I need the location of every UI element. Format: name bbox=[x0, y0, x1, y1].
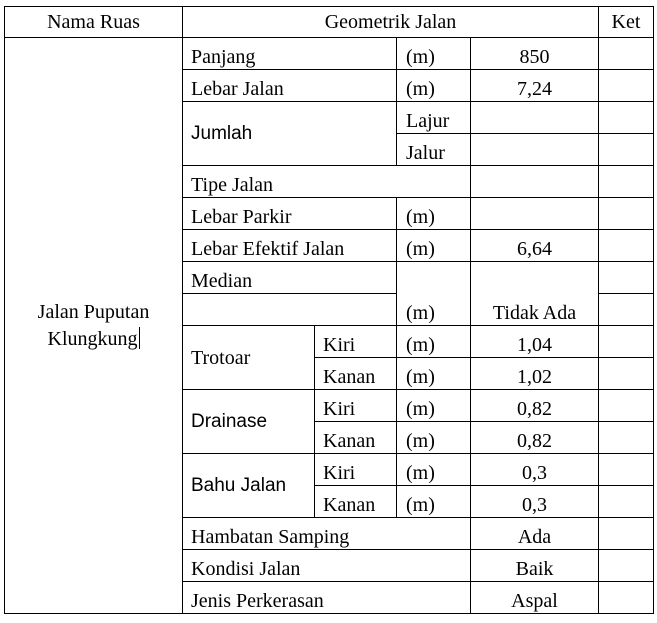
ket-trotoar-kiri bbox=[599, 326, 654, 358]
label-lajur: Lajur bbox=[397, 102, 471, 134]
value-lebar-efektif: 6,64 bbox=[471, 230, 599, 262]
ket-hambatan-samping bbox=[599, 518, 654, 550]
value-lebar-jalan: 7,24 bbox=[471, 70, 599, 102]
text-cursor bbox=[139, 327, 140, 349]
ket-lajur bbox=[599, 102, 654, 134]
nama-ruas-line1: Jalan Puputan bbox=[37, 300, 150, 323]
unit-bahu-jalan-kanan: (m) bbox=[397, 486, 471, 518]
label-tipe-jalan: Tipe Jalan bbox=[183, 166, 471, 198]
unit-bahu-jalan-kiri: (m) bbox=[397, 454, 471, 486]
label-median: Median bbox=[183, 262, 397, 294]
unit-panjang: (m) bbox=[397, 38, 471, 70]
label-trotoar: Trotoar bbox=[183, 326, 315, 390]
label-drainase: Drainase bbox=[183, 390, 315, 454]
value-drainase-kiri: 0,82 bbox=[471, 390, 599, 422]
label-bahu-jalan-kanan: Kanan bbox=[315, 486, 397, 518]
ket-lebar-jalan bbox=[599, 70, 654, 102]
label-jenis-perkerasan: Jenis Perkerasan bbox=[183, 582, 471, 614]
value-trotoar-kanan: 1,02 bbox=[471, 358, 599, 390]
ket-bahu-jalan-kiri bbox=[599, 454, 654, 486]
value-lebar-parkir bbox=[471, 198, 599, 230]
label-bahu-jalan: Bahu Jalan bbox=[183, 454, 315, 518]
label-kondisi-jalan: Kondisi Jalan bbox=[183, 550, 471, 582]
header-row bbox=[5, 7, 654, 38]
value-bahu-jalan-kanan: 0,3 bbox=[471, 486, 599, 518]
value-bahu-jalan-kiri: 0,3 bbox=[471, 454, 599, 486]
ket-trotoar-kanan bbox=[599, 358, 654, 390]
value-jenis-perkerasan: Aspal bbox=[471, 582, 599, 614]
ket-lebar-parkir bbox=[599, 198, 654, 230]
label-lebar-efektif: Lebar Efektif Jalan bbox=[183, 230, 397, 262]
label-drainase-kiri: Kiri bbox=[315, 390, 397, 422]
ket-kondisi-jalan bbox=[599, 550, 654, 582]
label-drainase-kanan: Kanan bbox=[315, 422, 397, 454]
unit-drainase-kanan: (m) bbox=[397, 422, 471, 454]
ket-bahu-jalan-kanan bbox=[599, 486, 654, 518]
nama-ruas-cell bbox=[5, 38, 183, 614]
unit-lebar-efektif: (m) bbox=[397, 230, 471, 262]
ket-drainase-kanan bbox=[599, 422, 654, 454]
row-panjang bbox=[5, 38, 654, 70]
value-panjang: 850 bbox=[471, 38, 599, 70]
label-panjang: Panjang bbox=[183, 38, 397, 70]
label-jumlah: Jumlah bbox=[183, 102, 397, 166]
ket-drainase-kiri bbox=[599, 390, 654, 422]
header-geometrik-jalan: Geometrik Jalan bbox=[183, 7, 599, 38]
value-jalur bbox=[471, 134, 599, 166]
value-median: Tidak Ada bbox=[471, 262, 599, 326]
ket-jenis-perkerasan bbox=[599, 582, 654, 614]
unit-trotoar-kiri: (m) bbox=[397, 326, 471, 358]
unit-lebar-parkir: (m) bbox=[397, 198, 471, 230]
value-drainase-kanan: 0,82 bbox=[471, 422, 599, 454]
label-jalur: Jalur bbox=[397, 134, 471, 166]
label-lebar-jalan: Lebar Jalan bbox=[183, 70, 397, 102]
nama-ruas-line2: Klungkung bbox=[47, 327, 138, 350]
label-trotoar-kiri: Kiri bbox=[315, 326, 397, 358]
ket-tipe-jalan bbox=[599, 166, 654, 198]
label-hambatan-samping: Hambatan Samping bbox=[183, 518, 471, 550]
value-lajur bbox=[471, 102, 599, 134]
ket-median-top bbox=[599, 262, 654, 294]
unit-trotoar-kanan: (m) bbox=[397, 358, 471, 390]
value-trotoar-kiri: 1,04 bbox=[471, 326, 599, 358]
ket-lebar-efektif bbox=[599, 230, 654, 262]
label-median-lower bbox=[183, 294, 397, 326]
value-kondisi-jalan: Baik bbox=[471, 550, 599, 582]
ket-median bbox=[599, 294, 654, 326]
header-ket: Ket bbox=[599, 7, 654, 38]
unit-lebar-jalan: (m) bbox=[397, 70, 471, 102]
unit-median: (m) bbox=[397, 262, 471, 326]
label-trotoar-kanan: Kanan bbox=[315, 358, 397, 390]
label-bahu-jalan-kiri: Kiri bbox=[315, 454, 397, 486]
value-tipe-jalan bbox=[471, 166, 599, 198]
geometrik-jalan-table bbox=[4, 6, 654, 614]
label-lebar-parkir: Lebar Parkir bbox=[183, 198, 397, 230]
ket-jalur bbox=[599, 134, 654, 166]
ket-panjang bbox=[599, 38, 654, 70]
header-nama-ruas: Nama Ruas bbox=[5, 7, 183, 38]
unit-drainase-kiri: (m) bbox=[397, 390, 471, 422]
nama-ruas-line2-wrap bbox=[5, 326, 182, 353]
value-hambatan-samping: Ada bbox=[471, 518, 599, 550]
